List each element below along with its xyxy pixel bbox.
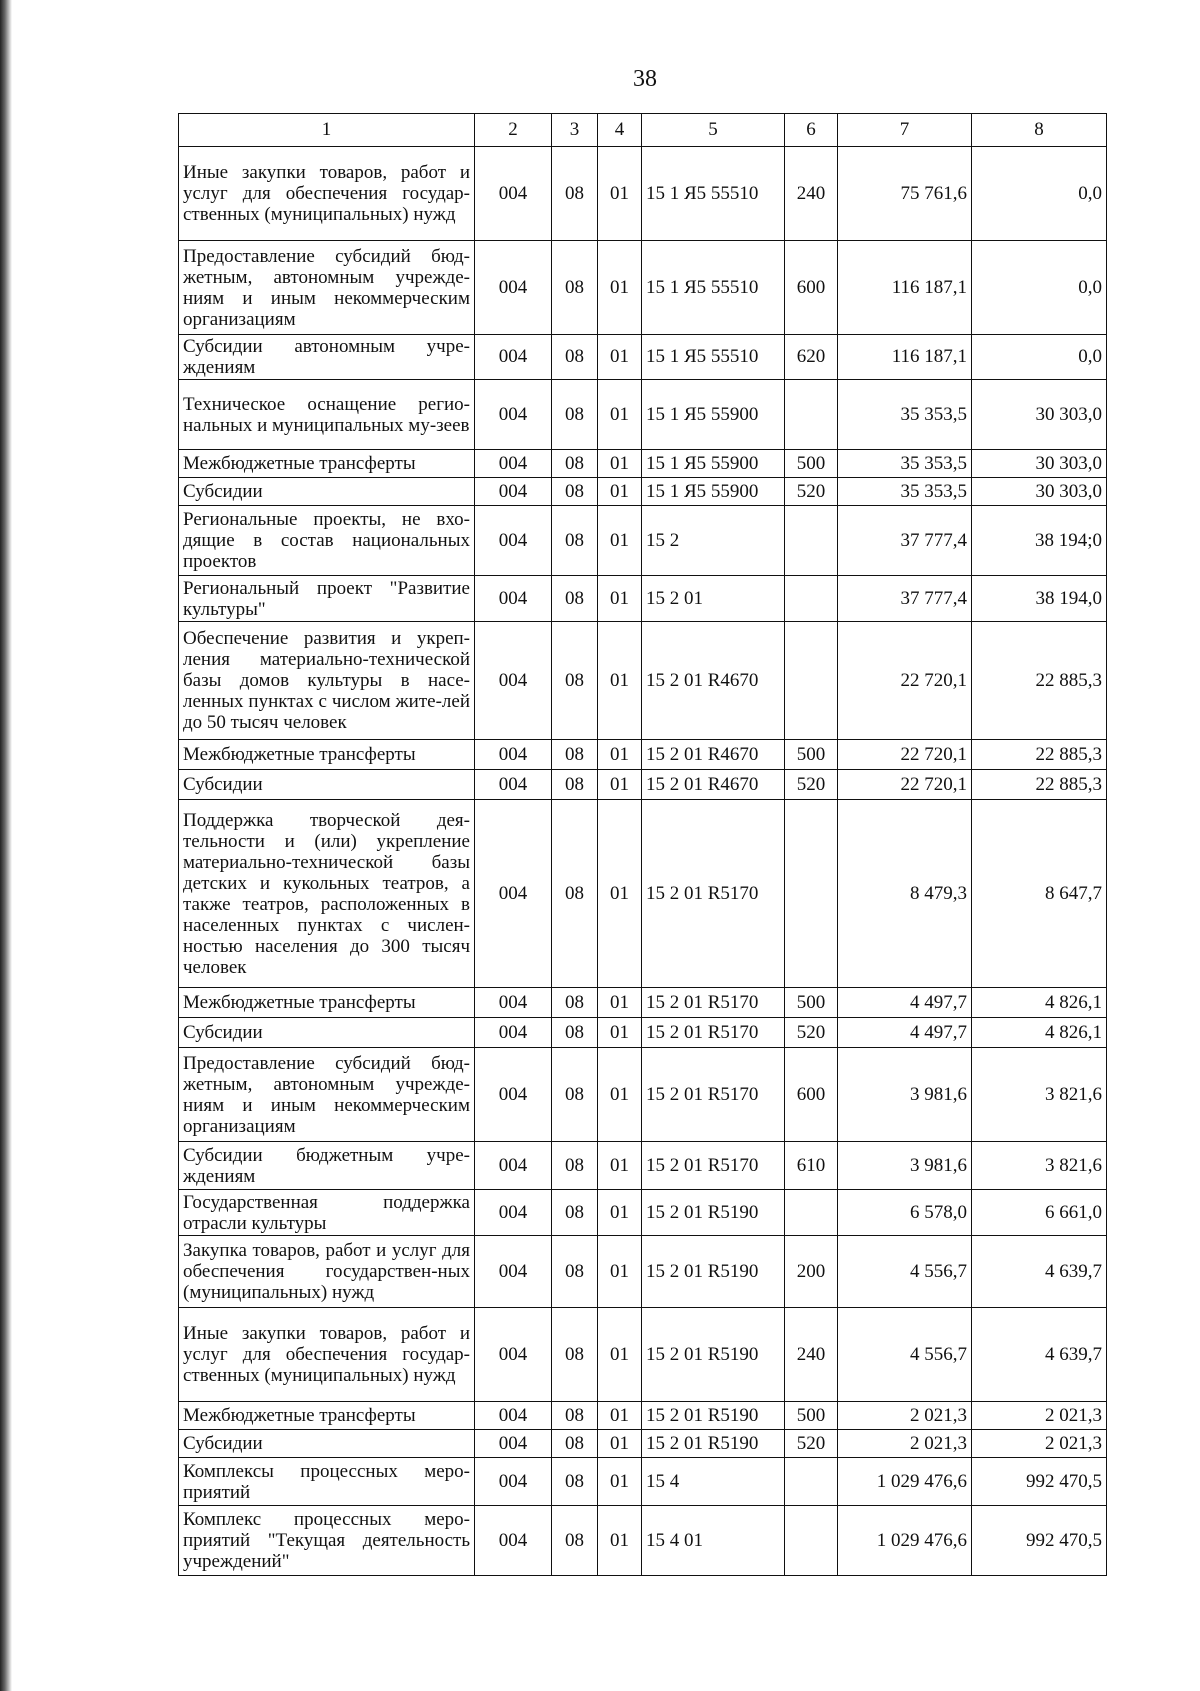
amount-year1-cell: 3 981,6	[838, 1048, 972, 1142]
ministry-code-cell: 004	[475, 147, 552, 241]
amount-year1-cell: 1 029 476,6	[838, 1458, 972, 1506]
amount-year2-cell: 4 826,1	[972, 988, 1107, 1018]
section-code-cell: 08	[552, 740, 598, 770]
section-code-cell: 08	[552, 1236, 598, 1308]
header-col-3: 3	[552, 114, 598, 147]
section-code-cell: 08	[552, 450, 598, 478]
subsection-code-cell: 01	[598, 622, 642, 740]
ministry-code-cell: 004	[475, 241, 552, 335]
amount-year2-cell: 30 303,0	[972, 380, 1107, 450]
amount-year2-cell: 38 194,0	[972, 576, 1107, 622]
ministry-code-cell: 004	[475, 1430, 552, 1458]
target-article-cell: 15 4	[642, 1458, 785, 1506]
table-row	[179, 740, 1107, 770]
section-code-cell: 08	[552, 380, 598, 450]
target-article-cell: 15 2 01	[642, 576, 785, 622]
ministry-code-cell: 004	[475, 988, 552, 1018]
section-code-cell: 08	[552, 478, 598, 506]
expense-type-cell	[785, 1190, 838, 1236]
section-code-cell: 08	[552, 800, 598, 988]
budget-table	[178, 113, 1107, 1576]
section-code-cell: 08	[552, 1018, 598, 1048]
row-name-cell: Субсидии	[179, 1018, 475, 1048]
expense-type-cell	[785, 1506, 838, 1576]
header-col-4: 4	[598, 114, 642, 147]
target-article-cell: 15 1 Я5 55510	[642, 241, 785, 335]
section-code-cell: 08	[552, 241, 598, 335]
table-row	[179, 1048, 1107, 1142]
section-code-cell: 08	[552, 988, 598, 1018]
amount-year2-cell: 0,0	[972, 147, 1107, 241]
table-row	[179, 1402, 1107, 1430]
row-name-cell: Предоставление субсидий бюд-жетным, автономным учрежде-ниям и иным некоммерческим организациям	[179, 241, 475, 335]
section-code-cell: 08	[552, 1506, 598, 1576]
target-article-cell: 15 2 01 R4670	[642, 740, 785, 770]
row-name-cell: Региональные проекты, не вхо-дящие в состав национальных проектов	[179, 506, 475, 576]
section-code-cell: 08	[552, 1458, 598, 1506]
target-article-cell: 15 1 Я5 55900	[642, 450, 785, 478]
ministry-code-cell: 004	[475, 576, 552, 622]
target-article-cell: 15 2	[642, 506, 785, 576]
row-name-cell: Региональный проект "Развитие культуры"	[179, 576, 475, 622]
target-article-cell: 15 2 01 R5190	[642, 1308, 785, 1402]
expense-type-cell: 600	[785, 241, 838, 335]
target-article-cell: 15 2 01 R5170	[642, 1018, 785, 1048]
row-name-cell: Межбюджетные трансферты	[179, 988, 475, 1018]
section-code-cell: 08	[552, 147, 598, 241]
expense-type-cell: 520	[785, 770, 838, 800]
expense-type-cell: 620	[785, 335, 838, 380]
section-code-cell: 08	[552, 770, 598, 800]
table-row	[179, 147, 1107, 241]
amount-year1-cell: 37 777,4	[838, 576, 972, 622]
subsection-code-cell: 01	[598, 576, 642, 622]
amount-year1-cell: 3 981,6	[838, 1142, 972, 1190]
amount-year1-cell: 22 720,1	[838, 622, 972, 740]
row-name-cell: Закупка товаров, работ и услуг для обеспечения государствен-ных (муниципальных) нужд	[179, 1236, 475, 1308]
table-row	[179, 988, 1107, 1018]
amount-year1-cell: 37 777,4	[838, 506, 972, 576]
table-row	[179, 770, 1107, 800]
row-name-cell: Межбюджетные трансферты	[179, 740, 475, 770]
amount-year2-cell: 4 639,7	[972, 1308, 1107, 1402]
table-row	[179, 506, 1107, 576]
table-row	[179, 1506, 1107, 1576]
expense-type-cell	[785, 576, 838, 622]
row-name-cell: Государственная поддержка отрасли культуры	[179, 1190, 475, 1236]
ministry-code-cell: 004	[475, 1142, 552, 1190]
ministry-code-cell: 004	[475, 335, 552, 380]
table-row	[179, 800, 1107, 988]
table-row	[179, 1018, 1107, 1048]
subsection-code-cell: 01	[598, 1236, 642, 1308]
header-col-8: 8	[972, 114, 1107, 147]
scan-edge	[0, 0, 12, 1691]
amount-year2-cell: 992 470,5	[972, 1506, 1107, 1576]
amount-year2-cell: 38 194;0	[972, 506, 1107, 576]
amount-year1-cell: 2 021,3	[838, 1402, 972, 1430]
row-name-cell: Предоставление субсидий бюд-жетным, автономным учрежде-ниям и иным некоммерческим организациям	[179, 1048, 475, 1142]
ministry-code-cell: 004	[475, 506, 552, 576]
subsection-code-cell: 01	[598, 147, 642, 241]
subsection-code-cell: 01	[598, 800, 642, 988]
amount-year2-cell: 3 821,6	[972, 1048, 1107, 1142]
expense-type-cell	[785, 506, 838, 576]
amount-year2-cell: 0,0	[972, 241, 1107, 335]
expense-type-cell: 520	[785, 1430, 838, 1458]
row-name-cell: Иные закупки товаров, работ и услуг для обеспечения государ-ственных (муниципальных) нужд	[179, 1308, 475, 1402]
ministry-code-cell: 004	[475, 1236, 552, 1308]
expense-type-cell: 500	[785, 740, 838, 770]
row-name-cell: Комплекс процессных меро-приятий "Текущая деятельность учреждений"	[179, 1506, 475, 1576]
section-code-cell: 08	[552, 1430, 598, 1458]
amount-year2-cell: 4 639,7	[972, 1236, 1107, 1308]
amount-year2-cell: 4 826,1	[972, 1018, 1107, 1048]
expense-type-cell	[785, 622, 838, 740]
target-article-cell: 15 2 01 R5170	[642, 1048, 785, 1142]
subsection-code-cell: 01	[598, 1142, 642, 1190]
amount-year2-cell: 22 885,3	[972, 740, 1107, 770]
table-row	[179, 1142, 1107, 1190]
ministry-code-cell: 004	[475, 770, 552, 800]
row-name-cell: Субсидии бюджетным учре-ждениям	[179, 1142, 475, 1190]
amount-year2-cell: 30 303,0	[972, 478, 1107, 506]
table-row	[179, 1190, 1107, 1236]
target-article-cell: 15 1 Я5 55510	[642, 335, 785, 380]
section-code-cell: 08	[552, 1190, 598, 1236]
ministry-code-cell: 004	[475, 380, 552, 450]
section-code-cell: 08	[552, 1142, 598, 1190]
expense-type-cell	[785, 1458, 838, 1506]
table-row	[179, 241, 1107, 335]
ministry-code-cell: 004	[475, 1458, 552, 1506]
expense-type-cell	[785, 380, 838, 450]
expense-type-cell: 500	[785, 988, 838, 1018]
target-article-cell: 15 1 Я5 55510	[642, 147, 785, 241]
ministry-code-cell: 004	[475, 740, 552, 770]
ministry-code-cell: 004	[475, 1402, 552, 1430]
subsection-code-cell: 01	[598, 1308, 642, 1402]
expense-type-cell: 200	[785, 1236, 838, 1308]
header-row	[179, 114, 1107, 147]
amount-year1-cell: 4 556,7	[838, 1308, 972, 1402]
expense-type-cell: 240	[785, 1308, 838, 1402]
amount-year1-cell: 22 720,1	[838, 770, 972, 800]
amount-year1-cell: 116 187,1	[838, 241, 972, 335]
expense-type-cell: 500	[785, 1402, 838, 1430]
subsection-code-cell: 01	[598, 1506, 642, 1576]
amount-year1-cell: 2 021,3	[838, 1430, 972, 1458]
section-code-cell: 08	[552, 335, 598, 380]
subsection-code-cell: 01	[598, 1190, 642, 1236]
amount-year1-cell: 4 556,7	[838, 1236, 972, 1308]
amount-year1-cell: 35 353,5	[838, 380, 972, 450]
target-article-cell: 15 2 01 R5190	[642, 1430, 785, 1458]
table-row	[179, 576, 1107, 622]
amount-year1-cell: 35 353,5	[838, 478, 972, 506]
row-name-cell: Техническое оснащение регио-нальных и муниципальных му-зеев	[179, 380, 475, 450]
table-row	[179, 450, 1107, 478]
amount-year1-cell: 4 497,7	[838, 1018, 972, 1048]
section-code-cell: 08	[552, 1402, 598, 1430]
subsection-code-cell: 01	[598, 1402, 642, 1430]
amount-year1-cell: 22 720,1	[838, 740, 972, 770]
subsection-code-cell: 01	[598, 380, 642, 450]
row-name-cell: Субсидии автономным учре-ждениям	[179, 335, 475, 380]
amount-year2-cell: 22 885,3	[972, 622, 1107, 740]
target-article-cell: 15 2 01 R4670	[642, 770, 785, 800]
amount-year1-cell: 75 761,6	[838, 147, 972, 241]
row-name-cell: Межбюджетные трансферты	[179, 1402, 475, 1430]
ministry-code-cell: 004	[475, 1018, 552, 1048]
amount-year1-cell: 116 187,1	[838, 335, 972, 380]
amount-year2-cell: 30 303,0	[972, 450, 1107, 478]
amount-year2-cell: 22 885,3	[972, 770, 1107, 800]
target-article-cell: 15 1 Я5 55900	[642, 380, 785, 450]
header-col-7: 7	[838, 114, 972, 147]
subsection-code-cell: 01	[598, 241, 642, 335]
row-name-cell: Субсидии	[179, 478, 475, 506]
target-article-cell: 15 2 01 R5170	[642, 1142, 785, 1190]
subsection-code-cell: 01	[598, 988, 642, 1018]
target-article-cell: 15 2 01 R5190	[642, 1402, 785, 1430]
ministry-code-cell: 004	[475, 1048, 552, 1142]
subsection-code-cell: 01	[598, 450, 642, 478]
section-code-cell: 08	[552, 1308, 598, 1402]
section-code-cell: 08	[552, 1048, 598, 1142]
subsection-code-cell: 01	[598, 1430, 642, 1458]
ministry-code-cell: 004	[475, 1506, 552, 1576]
ministry-code-cell: 004	[475, 478, 552, 506]
amount-year2-cell: 3 821,6	[972, 1142, 1107, 1190]
ministry-code-cell: 004	[475, 1190, 552, 1236]
header-col-6: 6	[785, 114, 838, 147]
header-col-5: 5	[642, 114, 785, 147]
target-article-cell: 15 4 01	[642, 1506, 785, 1576]
expense-type-cell: 610	[785, 1142, 838, 1190]
subsection-code-cell: 01	[598, 740, 642, 770]
amount-year2-cell: 0,0	[972, 335, 1107, 380]
row-name-cell: Субсидии	[179, 1430, 475, 1458]
subsection-code-cell: 01	[598, 478, 642, 506]
section-code-cell: 08	[552, 622, 598, 740]
row-name-cell: Поддержка творческой дея-тельности и (или) укрепление материально-технической базы детских и кукольных театров, а также театров, расположенных в населенных пунктах с числен-ностью населения до 300 тысяч человек	[179, 800, 475, 988]
amount-year1-cell: 4 497,7	[838, 988, 972, 1018]
amount-year1-cell: 8 479,3	[838, 800, 972, 988]
amount-year1-cell: 6 578,0	[838, 1190, 972, 1236]
target-article-cell: 15 2 01 R5170	[642, 800, 785, 988]
table-row	[179, 1430, 1107, 1458]
target-article-cell: 15 2 01 R5190	[642, 1190, 785, 1236]
table-row	[179, 1458, 1107, 1506]
subsection-code-cell: 01	[598, 1018, 642, 1048]
amount-year1-cell: 1 029 476,6	[838, 1506, 972, 1576]
target-article-cell: 15 2 01 R5190	[642, 1236, 785, 1308]
target-article-cell: 15 2 01 R5170	[642, 988, 785, 1018]
table-row	[179, 1236, 1107, 1308]
expense-type-cell: 520	[785, 478, 838, 506]
expense-type-cell: 520	[785, 1018, 838, 1048]
amount-year2-cell: 8 647,7	[972, 800, 1107, 988]
ministry-code-cell: 004	[475, 450, 552, 478]
table-row	[179, 478, 1107, 506]
table-row	[179, 380, 1107, 450]
subsection-code-cell: 01	[598, 770, 642, 800]
expense-type-cell: 500	[785, 450, 838, 478]
subsection-code-cell: 01	[598, 335, 642, 380]
header-col-1: 1	[179, 114, 475, 147]
amount-year1-cell: 35 353,5	[838, 450, 972, 478]
section-code-cell: 08	[552, 576, 598, 622]
ministry-code-cell: 004	[475, 800, 552, 988]
page-number: 38	[633, 66, 657, 92]
subsection-code-cell: 01	[598, 1048, 642, 1142]
table-body	[179, 147, 1107, 1576]
table-row	[179, 1308, 1107, 1402]
table-row	[179, 335, 1107, 380]
amount-year2-cell: 992 470,5	[972, 1458, 1107, 1506]
row-name-cell: Субсидии	[179, 770, 475, 800]
ministry-code-cell: 004	[475, 1308, 552, 1402]
table-row	[179, 622, 1107, 740]
amount-year2-cell: 6 661,0	[972, 1190, 1107, 1236]
row-name-cell: Иные закупки товаров, работ и услуг для обеспечения государ-ственных (муниципальных) нужд	[179, 147, 475, 241]
target-article-cell: 15 2 01 R4670	[642, 622, 785, 740]
expense-type-cell: 600	[785, 1048, 838, 1142]
amount-year2-cell: 2 021,3	[972, 1430, 1107, 1458]
header-col-2: 2	[475, 114, 552, 147]
target-article-cell: 15 1 Я5 55900	[642, 478, 785, 506]
subsection-code-cell: 01	[598, 506, 642, 576]
row-name-cell: Обеспечение развития и укреп-ления материально-технической базы домов культуры в насе-ленных пунктах с числом жите-лей до 50 тысяч человек	[179, 622, 475, 740]
ministry-code-cell: 004	[475, 622, 552, 740]
expense-type-cell	[785, 800, 838, 988]
row-name-cell: Комплексы процессных меро-приятий	[179, 1458, 475, 1506]
section-code-cell: 08	[552, 506, 598, 576]
expense-type-cell: 240	[785, 147, 838, 241]
subsection-code-cell: 01	[598, 1458, 642, 1506]
amount-year2-cell: 2 021,3	[972, 1402, 1107, 1430]
row-name-cell: Межбюджетные трансферты	[179, 450, 475, 478]
